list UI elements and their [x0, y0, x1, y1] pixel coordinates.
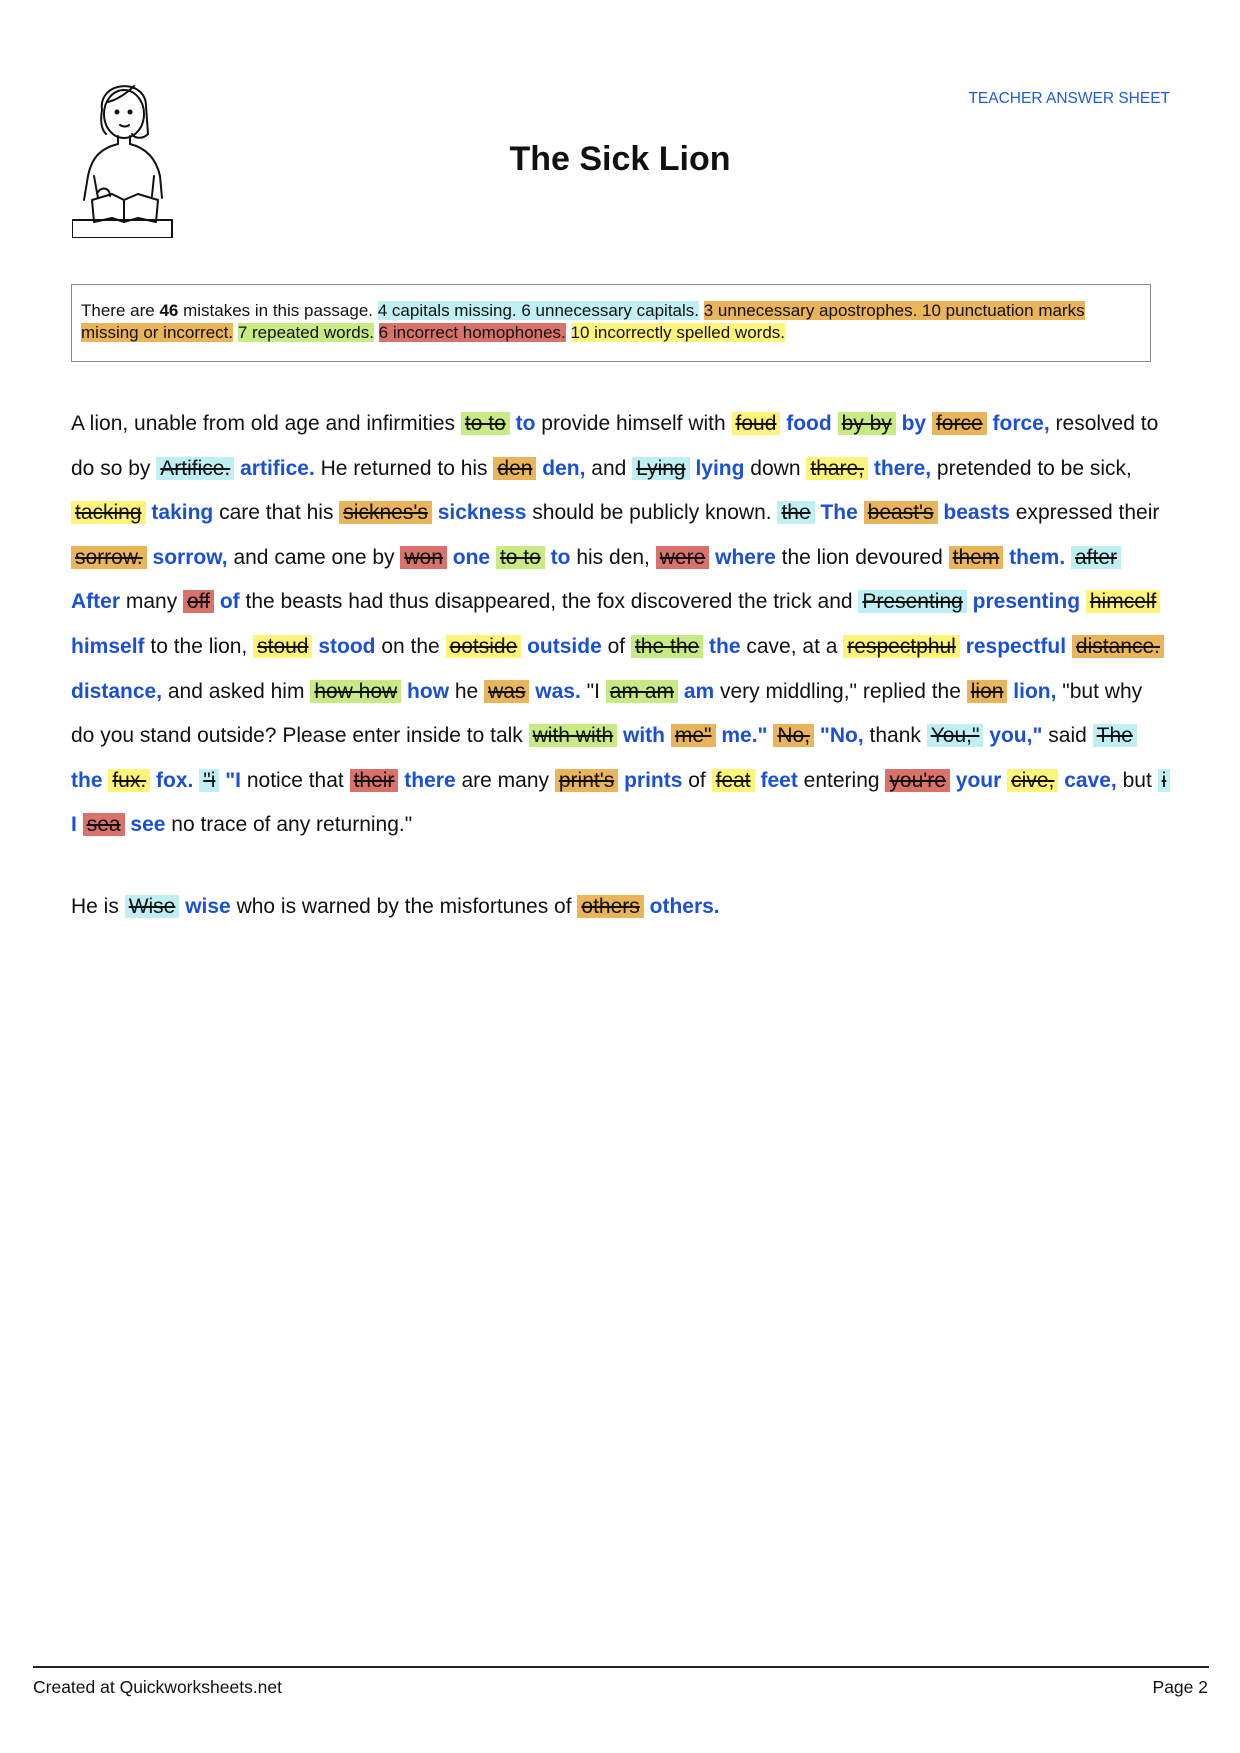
summary-intro: There are	[81, 301, 160, 320]
correction: food	[786, 412, 832, 435]
passage-text: He returned to his	[314, 456, 494, 480]
correction: sorrow,	[152, 545, 228, 569]
correction: to	[515, 412, 536, 435]
mistake: you're	[885, 769, 950, 792]
passage-text: of	[682, 768, 712, 792]
correction: am	[683, 679, 715, 703]
correction: of	[219, 590, 240, 614]
correction: by	[901, 412, 927, 435]
mistake-summary	[71, 284, 1151, 362]
mistake: thare,	[806, 457, 868, 480]
mistake: "i	[199, 769, 219, 792]
passage-text: A lion, unable from old age and infirmities	[71, 412, 461, 435]
mistake: the the	[631, 635, 703, 658]
summary-intro-after: mistakes in this passage.	[178, 301, 374, 320]
correction: lying	[695, 456, 745, 480]
summary-apostrophes-punctuation: 3 unnecessary apostrophes. 10 punctuation marks missing or incorrect.	[81, 301, 1085, 342]
mistake: off	[183, 590, 214, 613]
correction: with	[623, 724, 666, 748]
correction: himself	[71, 634, 145, 658]
correction: there	[404, 768, 456, 792]
passage-text: of	[601, 634, 631, 658]
mistake: others	[577, 895, 643, 918]
mistake: force	[932, 412, 987, 435]
mistake: by by	[838, 412, 896, 435]
mistake: to to	[461, 412, 510, 435]
correction: prints	[624, 768, 683, 792]
correction: was.	[535, 679, 581, 703]
correction: "No,	[819, 724, 864, 748]
summary-repeated: 7 repeated words.	[237, 323, 374, 342]
correction: fox.	[156, 768, 194, 792]
page-title: The Sick Lion	[509, 140, 731, 178]
passage-text: he	[449, 679, 485, 703]
correction: presenting	[972, 590, 1081, 614]
correction: to	[550, 545, 571, 569]
mistake: Artifice.	[156, 457, 234, 480]
correction: others.	[649, 895, 720, 918]
mistake: with with	[529, 724, 618, 747]
correction: sickness	[437, 501, 527, 525]
mistake: them	[949, 546, 1004, 569]
mistake: Wise	[125, 895, 180, 918]
passage-text: entering	[797, 768, 886, 792]
mistake: Lying	[632, 457, 689, 480]
passage-text: are many	[455, 768, 555, 792]
page-number: Page 2	[1152, 1677, 1208, 1697]
correction: one	[452, 545, 491, 569]
passage-text: pretended to be sick,	[931, 456, 1132, 480]
correction: you,"	[989, 724, 1043, 748]
mistake: was	[484, 680, 529, 703]
mistake: were	[656, 546, 710, 569]
summary-homophones: 6 incorrect homophones.	[378, 323, 566, 342]
passage-text: expressed their	[1009, 501, 1160, 525]
correction: see	[130, 813, 166, 837]
correction: there,	[873, 456, 932, 480]
passage-text: on the	[375, 634, 446, 658]
mistake: himcelf	[1086, 590, 1161, 613]
mistake: Presenting	[858, 590, 966, 613]
correction: After	[71, 590, 121, 614]
mistake: beast's	[864, 501, 938, 524]
mistake: ootside	[446, 635, 522, 658]
correction: beasts	[943, 501, 1010, 525]
mistake: foud	[732, 412, 781, 435]
correction: den,	[542, 456, 586, 480]
correction: how	[407, 679, 450, 703]
mistake: sea	[83, 813, 125, 836]
passage-text: but	[1116, 768, 1158, 792]
correction: outside	[527, 634, 602, 658]
footer-credit: Created at Quickworksheets.net	[33, 1677, 283, 1697]
correction: force,	[992, 412, 1050, 435]
passage-text: cave, at a	[740, 634, 844, 658]
correction: stood	[318, 634, 376, 658]
passage-text: many	[120, 590, 184, 614]
passage-text: the beasts had thus disappeared, the fox discovered the trick and	[239, 590, 859, 614]
correction: I	[71, 813, 77, 837]
passage-text: resolved to do so by	[71, 412, 1159, 480]
passage-text: and	[585, 456, 633, 480]
correction: wise	[185, 895, 231, 918]
mistake: the	[777, 501, 814, 524]
mistake: to to	[496, 546, 545, 569]
passage-text: care that his	[213, 501, 340, 525]
correction: distance,	[71, 679, 163, 703]
mistake: i	[1158, 769, 1171, 792]
mistake: how how	[310, 680, 401, 703]
summary-capitals: 4 capitals missing. 6 unnecessary capitals.	[377, 301, 700, 320]
correction: them.	[1009, 545, 1066, 569]
passage-text: his den,	[570, 545, 656, 569]
story-passage	[71, 402, 1171, 848]
correction: feet	[760, 768, 798, 792]
mistake: lion	[967, 680, 1008, 703]
mistake: feat	[712, 769, 755, 792]
correction: "I	[225, 768, 241, 792]
passage-text: and came one by	[227, 545, 401, 569]
passage-text: thank	[863, 724, 927, 748]
passage-text: down	[744, 456, 807, 480]
mistake: print's	[555, 769, 618, 792]
correction: artifice.	[240, 456, 315, 480]
passage-text: and asked him	[162, 679, 311, 703]
passage-text: should be publicly known.	[526, 501, 778, 525]
passage-text: very middling," replied the	[714, 679, 967, 703]
story-moral	[71, 892, 1171, 922]
correction: where	[715, 545, 776, 569]
moral-text: who is warned by the misfortunes of	[230, 895, 578, 918]
mistake: No,	[773, 724, 814, 747]
mistake: their	[350, 769, 399, 792]
mistake: fux.	[108, 769, 150, 792]
correction: your	[955, 768, 1002, 792]
correction: the	[71, 768, 103, 792]
moral-text: He is	[71, 895, 125, 918]
mistake: stoud	[253, 635, 312, 658]
passage-text: said	[1042, 724, 1093, 748]
mistake: den	[493, 457, 536, 480]
mistake: respectphul	[843, 635, 960, 658]
summary-spelling: 10 incorrectly spelled words.	[570, 323, 785, 342]
correction: the	[709, 634, 741, 658]
passage-text: no trace of any returning."	[165, 813, 413, 837]
mistake: am am	[606, 680, 678, 703]
correction: taking	[151, 501, 214, 525]
passage-text: to the lion,	[144, 634, 254, 658]
passage-text: provide himself with	[535, 412, 732, 435]
footer-divider	[33, 1666, 1209, 1668]
mistake: cive,	[1007, 769, 1058, 792]
mistake: distance.	[1072, 635, 1164, 658]
correction: cave,	[1064, 768, 1117, 792]
mistake: me"	[671, 724, 716, 747]
passage-text: "but why do you stand outside? Please enter inside to talk	[71, 679, 1143, 748]
correction: lion,	[1013, 679, 1057, 703]
mistake: sorrow.	[71, 546, 147, 569]
mistake: You,"	[927, 724, 984, 747]
correction: me."	[721, 724, 768, 748]
mistake-count: 46	[159, 301, 179, 320]
mistake: sicknes's	[339, 501, 432, 524]
correction: respectful	[965, 634, 1067, 658]
passage-text: notice that	[241, 768, 350, 792]
mistake: tacking	[71, 501, 146, 524]
passage-text: the lion devoured	[775, 545, 949, 569]
mistake: after	[1071, 546, 1121, 569]
mistake: won	[400, 546, 447, 569]
passage-text: "I	[580, 679, 606, 703]
mistake: The	[1093, 724, 1137, 747]
correction: The	[820, 501, 858, 525]
answer-sheet-label: TEACHER ANSWER SHEET	[968, 90, 1170, 107]
